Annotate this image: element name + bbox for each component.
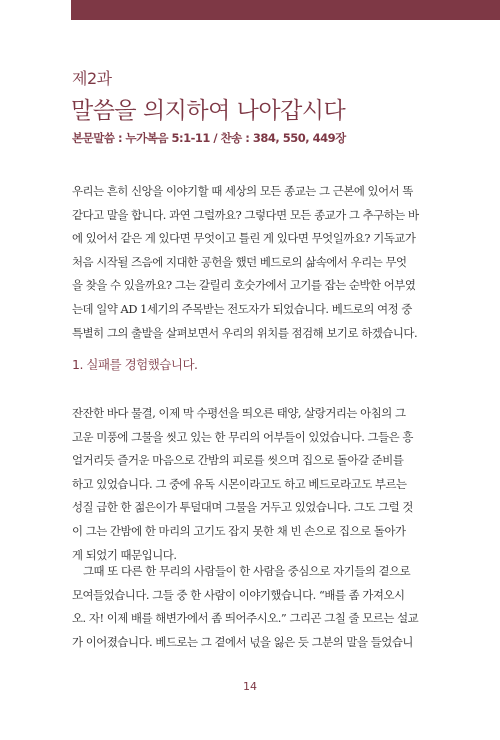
text-line: 그때 또 다른 한 무리의 사람들이 한 사람을 중심으로 자기들의 곁으로 (83, 564, 411, 578)
text-line: 하고 있었습니다. 그 중에 유독 시몬이라고도 하고 베드로라고도 부르는 (72, 476, 407, 491)
page-number: 14 (243, 680, 257, 693)
text-line: 우리는 흔히 신앙을 이야기할 때 세상의 모든 종교는 그 근본에 있어서 똑 (72, 184, 413, 198)
text-line: 이 그는 간밤에 한 마리의 고기도 잡지 못한 채 빈 손으로 집으로 돌아가 (72, 523, 406, 538)
text-line: 잔잔한 바다 물결, 이제 막 수평선을 띄오른 태양, 살랑거리는 아침의 그 (72, 406, 406, 420)
text-line: 모여들었습니다. 그들 중 한 사람이 이야기했습니다. “배를 좀 가져오시 (72, 587, 405, 602)
text-line: 을 찾을 수 있을까요? 그는 갈릴리 호숫가에서 고기를 잡는 순박한 어부였 (72, 278, 416, 293)
intro-paragraph (72, 180, 428, 345)
text-line: 특별히 그의 출발을 살펴보면서 우리의 위치를 점검해 보기로 하겠습니다. (72, 325, 418, 340)
lesson-title: 말씀을 의지하여 나아갑시다 (71, 98, 346, 124)
text-line: 가 이어졌습니다. 베드로는 그 곁에서 넋을 잃은 듯 그분의 말을 들었습니 (72, 634, 413, 649)
section-heading: 1. 실패를 경험했습니다. (72, 357, 198, 372)
header-color-bar (71, 0, 500, 20)
text-line: 고운 미풍에 그물을 씻고 있는 한 무리의 어부들이 있었습니다. 그들은 흥 (72, 429, 413, 444)
body-paragraph-2 (72, 560, 428, 654)
scripture-reference: 본문말씀 : 누가복음 5:1-11 / 찬송 : 384, 550, 449장 (72, 131, 346, 145)
lesson-label: 제2과 (72, 69, 112, 88)
text-line: 에 있어서 같은 게 있다면 무엇이고 틀린 게 있다면 무엇일까요? 기독교가 (72, 231, 416, 246)
text-line: 는데 일약 AD 1세기의 주목받는 전도자가 되었습니다. 베드로의 여정 중 (72, 301, 412, 316)
body-paragraph-1 (72, 402, 428, 567)
text-line: 성질 급한 한 젊은이가 투덜대며 그물을 거두고 있었습니다. 그도 그럴 것 (72, 500, 413, 515)
text-line: 같다고 말을 합니다. 과연 그럴까요? 그렇다면 모든 종교가 그 추구하는 바 (72, 207, 419, 222)
text-line: 처음 시작될 즈음에 지대한 공헌을 했던 베드로의 삶속에서 우리는 무엇 (72, 254, 407, 269)
text-line: 오. 자! 이제 배를 해변가에서 좀 띄어주시오.” 그리곤 그칠 줄 모르는 설교 (72, 611, 419, 626)
text-line: 게 되었기 때문입니다. (72, 547, 177, 562)
text-line: 얼거리듯 즐거운 마음으로 간밤의 피로를 씻으며 집으로 돌아갈 준비를 (72, 453, 404, 468)
